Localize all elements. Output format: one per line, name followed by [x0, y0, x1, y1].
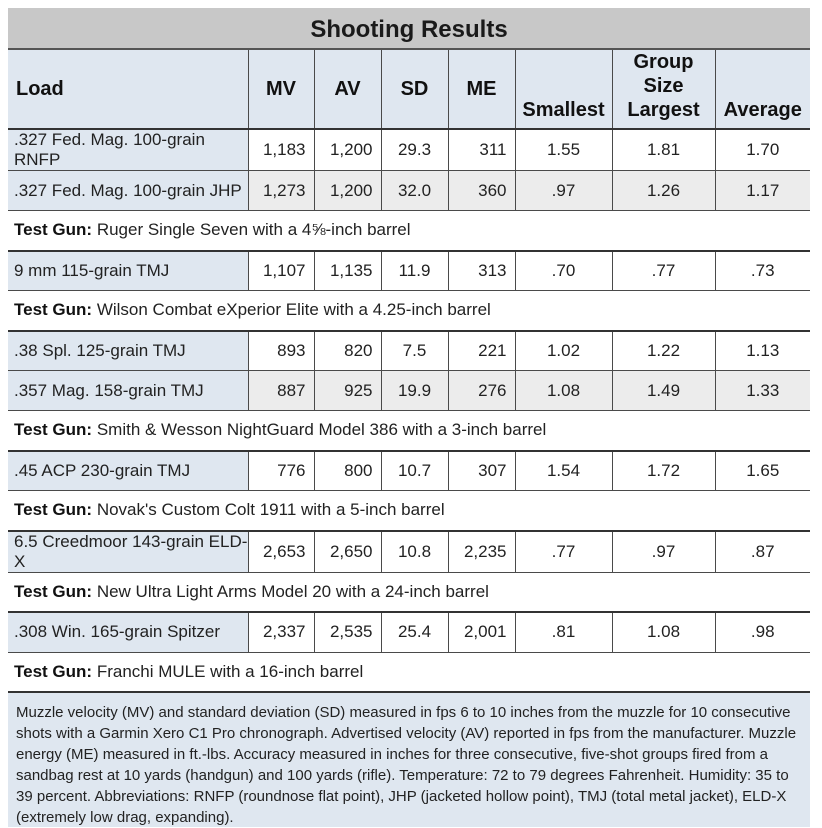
shooting-results-panel — [8, 8, 810, 826]
cell-sd: 29.3 — [381, 129, 448, 171]
cell-mv: 1,107 — [248, 251, 314, 291]
test-gun-name: Wilson Combat eXperior Elite with a 4.25-inch barrel — [96, 300, 491, 320]
table-row — [8, 612, 810, 652]
cell-me: 360 — [448, 171, 515, 211]
table-row — [8, 129, 810, 171]
test-gun-name: Novak's Custom Colt 1911 with a 5-inch barrel — [96, 500, 445, 520]
cell-mv: 2,337 — [248, 612, 314, 652]
cell-load: .327 Fed. Mag. 100-grain RNFP — [8, 129, 248, 171]
cell-smallest: .81 — [515, 612, 612, 652]
cell-sd: 10.7 — [381, 451, 448, 491]
cell-av: 2,535 — [314, 612, 381, 652]
cell-av: 925 — [314, 371, 381, 411]
test-gun-row — [8, 211, 810, 251]
test-gun-name: New Ultra Light Arms Model 20 with a 24-inch barrel — [96, 581, 489, 601]
cell-average: .98 — [715, 612, 810, 652]
test-gun-name: Franchi MULE with a 16-inch barrel — [96, 661, 364, 681]
cell-av: 1,135 — [314, 251, 381, 291]
test-gun-row — [8, 652, 810, 692]
results-table — [8, 50, 810, 693]
table-row — [8, 171, 810, 211]
results-body — [8, 129, 810, 692]
test-gun-cell — [8, 411, 810, 451]
test-gun-cell — [8, 211, 810, 251]
cell-load: 6.5 Creedmoor 143-grain ELD-X — [8, 531, 248, 573]
footnotes: Muzzle velocity (MV) and standard deviation (SD) measured in fps 6 to 10 inches from the muzzle for 10 consecutive shots with a Garmin Xero C1 Pro chronograph. Advertised velocity (AV) reported in fps from the manufacturer. Muzzle energy (ME) measured in ft.-lbs. Accuracy measured in inches for three consecutive, five-shot groups fired from a sandbag rest at 10 yards (handgun) and 100 yards (rifle). Temperature: 72 to 79 degrees Fahrenheit. Humidity: 35 to 39 percent. Abbreviations: RNFP (roundnose flat point), JHP (jacketed hollow point), TMJ (total metal jacket), ELD-X (extremely low drag, expanding). — [8, 693, 810, 827]
cell-mv: 887 — [248, 371, 314, 411]
cell-smallest: .77 — [515, 531, 612, 573]
cell-me: 313 — [448, 251, 515, 291]
cell-me: 221 — [448, 331, 515, 371]
cell-me: 307 — [448, 451, 515, 491]
table-row — [8, 331, 810, 371]
test-gun-cell — [8, 652, 810, 692]
cell-largest: .77 — [612, 251, 715, 291]
test-gun-cell — [8, 491, 810, 531]
cell-me: 2,001 — [448, 612, 515, 652]
cell-sd: 19.9 — [381, 371, 448, 411]
header-row — [8, 50, 810, 129]
cell-mv: 893 — [248, 331, 314, 371]
cell-smallest: 1.54 — [515, 451, 612, 491]
test-gun-label: Test Gun: — [14, 220, 93, 240]
header-group-size-line1: Group Size — [633, 51, 694, 97]
table-row — [8, 251, 810, 291]
cell-average: 1.65 — [715, 451, 810, 491]
table-row — [8, 371, 810, 411]
cell-me: 2,235 — [448, 531, 515, 573]
table-title: Shooting Results — [8, 8, 810, 50]
cell-av: 820 — [314, 331, 381, 371]
header-group-size — [612, 50, 715, 129]
cell-smallest: 1.55 — [515, 129, 612, 171]
test-gun-label: Test Gun: — [14, 500, 93, 520]
cell-sd: 7.5 — [381, 331, 448, 371]
cell-largest: 1.72 — [612, 451, 715, 491]
test-gun-row — [8, 411, 810, 451]
cell-me: 276 — [448, 371, 515, 411]
cell-smallest: 1.08 — [515, 371, 612, 411]
table-row — [8, 531, 810, 573]
cell-largest: 1.26 — [612, 171, 715, 211]
test-gun-label: Test Gun: — [14, 420, 93, 440]
cell-average: 1.33 — [715, 371, 810, 411]
cell-load: .308 Win. 165-grain Spitzer — [8, 612, 248, 652]
cell-av: 1,200 — [314, 171, 381, 211]
cell-smallest: 1.02 — [515, 331, 612, 371]
test-gun-name: Smith & Wesson NightGuard Model 386 with a 3-inch barrel — [96, 420, 547, 440]
test-gun-row — [8, 291, 810, 331]
cell-smallest: .70 — [515, 251, 612, 291]
header-mv: MV — [248, 50, 314, 129]
cell-sd: 10.8 — [381, 531, 448, 573]
cell-sd: 32.0 — [381, 171, 448, 211]
cell-load: .38 Spl. 125-grain TMJ — [8, 331, 248, 371]
cell-mv: 1,183 — [248, 129, 314, 171]
test-gun-cell — [8, 572, 810, 612]
header-me: ME — [448, 50, 515, 129]
cell-average: .73 — [715, 251, 810, 291]
cell-load: .45 ACP 230-grain TMJ — [8, 451, 248, 491]
cell-largest: 1.81 — [612, 129, 715, 171]
cell-average: 1.17 — [715, 171, 810, 211]
cell-mv: 1,273 — [248, 171, 314, 211]
test-gun-row — [8, 491, 810, 531]
cell-load: 9 mm 115-grain TMJ — [8, 251, 248, 291]
table-row — [8, 451, 810, 491]
cell-av: 800 — [314, 451, 381, 491]
cell-smallest: .97 — [515, 171, 612, 211]
cell-largest: 1.49 — [612, 371, 715, 411]
cell-average: 1.70 — [715, 129, 810, 171]
header-largest: Largest — [627, 99, 700, 121]
cell-largest: .97 — [612, 531, 715, 573]
test-gun-label: Test Gun: — [14, 661, 93, 681]
test-gun-label: Test Gun: — [14, 581, 93, 601]
cell-load: .357 Mag. 158-grain TMJ — [8, 371, 248, 411]
test-gun-label: Test Gun: — [14, 300, 93, 320]
header-av: AV — [314, 50, 381, 129]
cell-me: 311 — [448, 129, 515, 171]
cell-load: .327 Fed. Mag. 100-grain JHP — [8, 171, 248, 211]
cell-largest: 1.22 — [612, 331, 715, 371]
header-smallest: Smallest — [515, 50, 612, 129]
cell-av: 1,200 — [314, 129, 381, 171]
cell-av: 2,650 — [314, 531, 381, 573]
test-gun-cell — [8, 291, 810, 331]
header-average: Average — [715, 50, 810, 129]
test-gun-row — [8, 572, 810, 612]
header-load: Load — [8, 50, 248, 129]
header-sd: SD — [381, 50, 448, 129]
cell-average: 1.13 — [715, 331, 810, 371]
test-gun-name: Ruger Single Seven with a 4⅝-inch barrel — [96, 220, 411, 240]
cell-sd: 11.9 — [381, 251, 448, 291]
cell-sd: 25.4 — [381, 612, 448, 652]
cell-mv: 776 — [248, 451, 314, 491]
cell-largest: 1.08 — [612, 612, 715, 652]
cell-mv: 2,653 — [248, 531, 314, 573]
cell-average: .87 — [715, 531, 810, 573]
